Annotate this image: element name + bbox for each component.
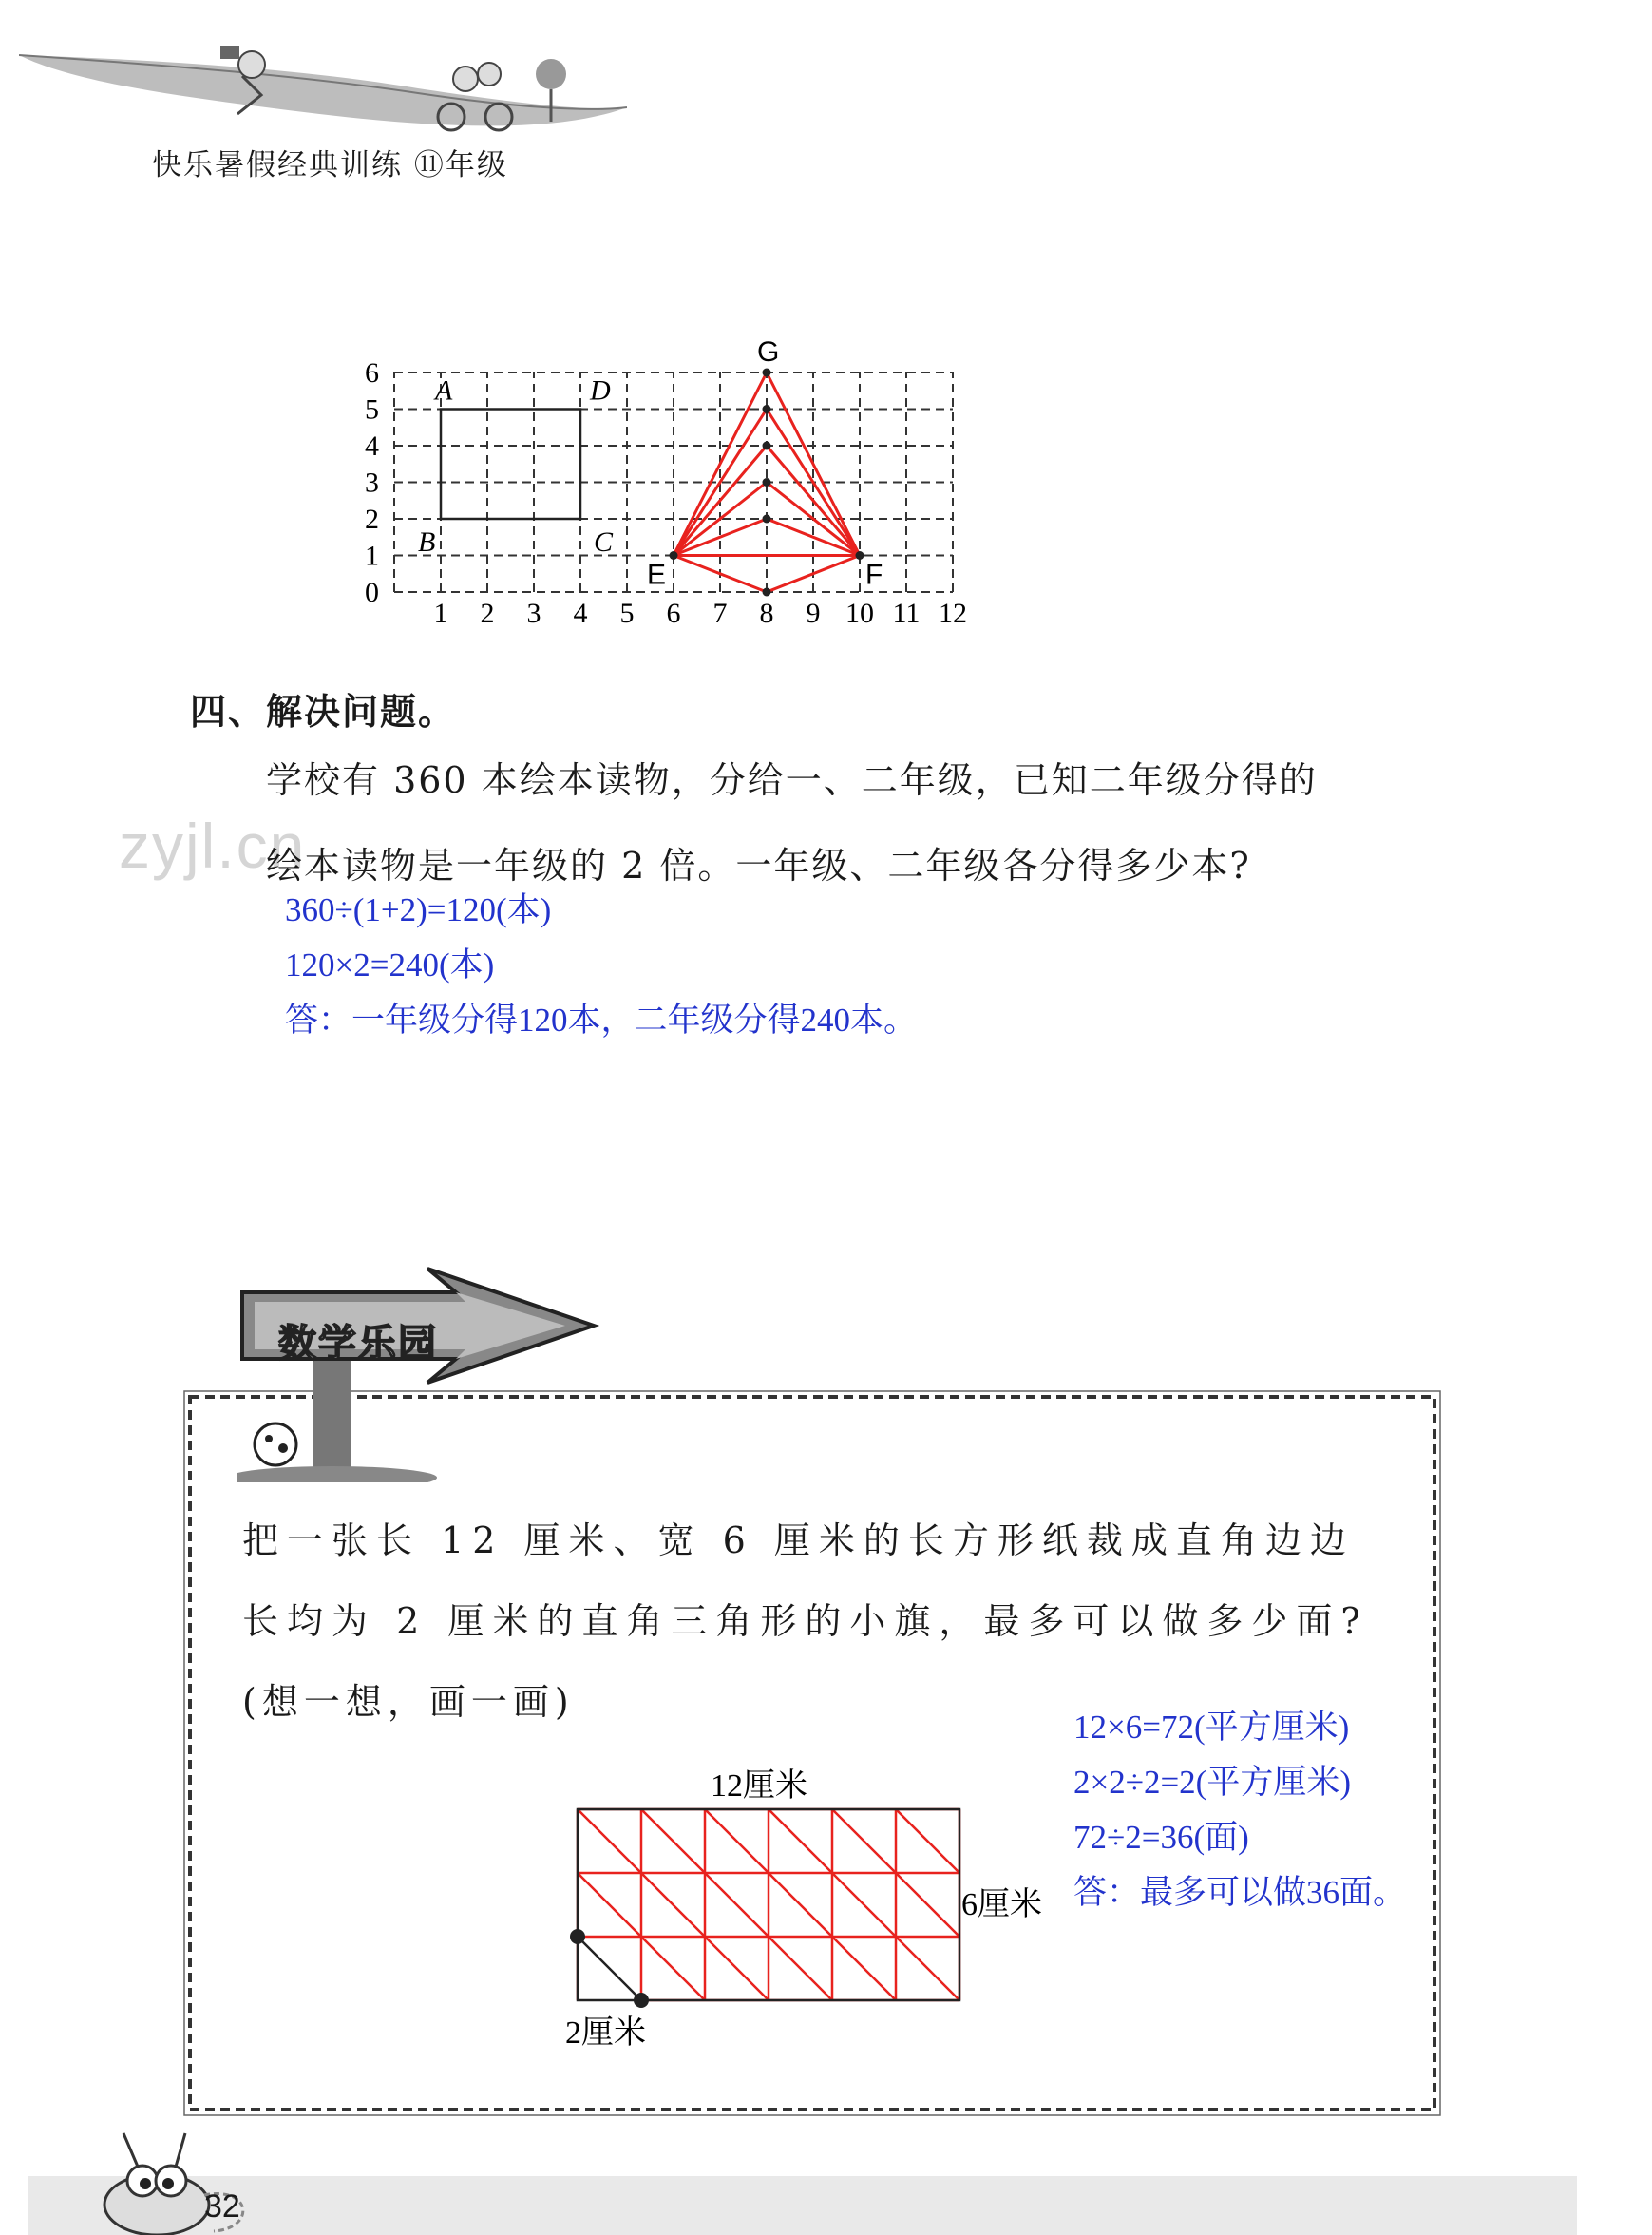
cell-diagonal [896, 1809, 959, 1873]
point-label: A [435, 374, 453, 407]
garden-answer-line-2: 2×2÷2=2(平方厘米) [1073, 1764, 1351, 1801]
garden-problem-line-2: 长均为 2 厘米的直角三角形的小旗，最多可以做多少面? [242, 1600, 1369, 1642]
garden-answer-line-3: 72÷2=36(面) [1073, 1819, 1249, 1856]
cell-diagonal [641, 1809, 705, 1873]
apex-point [763, 405, 771, 413]
garden-answer-line-1: 12×6=72(平方厘米) [1073, 1709, 1350, 1746]
y-tick-label: 5 [365, 393, 379, 426]
apex-point [763, 442, 771, 450]
x-tick-label: 10 [845, 598, 874, 629]
cell-diagonal [832, 1809, 896, 1873]
x-tick-label: 12 [939, 598, 967, 629]
x-tick-label: 7 [712, 598, 728, 629]
math-garden-label: 数学乐园 [278, 1322, 438, 1366]
problem-line-2: 绘本读物是一年级的 2 倍。一年级、二年级各分得多少本? [266, 845, 1251, 887]
cell-diagonal [832, 1937, 896, 2000]
point-label: G [757, 336, 780, 368]
y-tick-label: 0 [365, 577, 379, 608]
coordinate-grid-diagram [342, 217, 1273, 635]
cell-diagonal [578, 1809, 641, 1873]
point-label: E [647, 559, 667, 591]
sample-point-bottom [634, 1993, 649, 2008]
apex-point [763, 515, 771, 524]
point-label: C [594, 526, 614, 558]
garden-problem-line-1: 把一张长 12 厘米、宽 6 厘米的长方形纸裁成直角边边 [242, 1519, 1355, 1561]
cell-diagonal [769, 1937, 832, 2000]
cell-diagonal [769, 1809, 832, 1873]
y-tick-label: 3 [365, 467, 379, 499]
sample-triangle-hypotenuse [578, 1937, 641, 2000]
cell-diagonal [705, 1809, 769, 1873]
base-point [856, 551, 864, 560]
x-tick-label: 1 [433, 598, 448, 629]
answer-line-1: 360÷(1+2)=120(本) [285, 891, 552, 928]
header-illustration [19, 17, 627, 141]
point-label: B [418, 526, 436, 558]
page-number: 32 [204, 2188, 240, 2225]
width-label: 6厘米 [961, 1887, 1042, 1922]
cell-diagonal [896, 1873, 959, 1937]
point-label: F [865, 559, 883, 591]
leg-label: 2厘米 [565, 2015, 646, 2051]
book-title: 快乐暑假经典训练 ⑪年级 [152, 148, 508, 182]
y-tick-label: 4 [365, 430, 379, 462]
cell-diagonal [705, 1873, 769, 1937]
section-title: 四、解决问题。 [190, 691, 457, 733]
apex-point [763, 588, 771, 597]
watermark: zyjl.cn [119, 811, 307, 881]
rectangle-abcd [441, 410, 580, 520]
cell-diagonal [769, 1873, 832, 1937]
triangle-cells [578, 1809, 959, 2000]
x-tick-label: 5 [619, 598, 635, 629]
cell-diagonal [578, 1873, 641, 1937]
answer-line-2: 120×2=240(本) [285, 946, 495, 984]
garden-answer-line-4: 答：最多可以做36面。 [1073, 1874, 1407, 1911]
signpost-illustration [237, 1264, 608, 1482]
x-tick-label: 2 [480, 598, 495, 629]
problem-line-1: 学校有 360 本绘本读物，分给一、二年级，已知二年级分得的 [266, 759, 1318, 801]
garden-problem-hint: (想一想，画一画) [242, 1681, 575, 1723]
x-tick-label: 6 [666, 598, 681, 629]
point-label: D [590, 374, 611, 407]
x-tick-label: 11 [892, 598, 921, 629]
cell-diagonal [896, 1937, 959, 2000]
flag-cutting-diagram [560, 1767, 1073, 2062]
x-tick-label: 9 [806, 598, 821, 629]
sample-point-top [570, 1929, 585, 1944]
apex-point [763, 369, 771, 377]
y-tick-label: 6 [365, 357, 379, 389]
cell-diagonal [641, 1937, 705, 2000]
x-tick-label: 3 [526, 598, 541, 629]
x-tick-label: 8 [759, 598, 774, 629]
cell-diagonal [705, 1937, 769, 2000]
y-tick-label: 1 [365, 540, 379, 572]
cell-diagonal [832, 1873, 896, 1937]
y-tick-label: 2 [365, 504, 379, 535]
rectangle [441, 410, 580, 520]
answer-line-3: 答：一年级分得120本，二年级分得240本。 [285, 1002, 918, 1039]
base-point [670, 551, 678, 560]
cell-diagonal [641, 1873, 705, 1937]
x-tick-label: 4 [573, 598, 588, 629]
length-label: 12厘米 [711, 1768, 807, 1804]
apex-point [763, 478, 771, 487]
